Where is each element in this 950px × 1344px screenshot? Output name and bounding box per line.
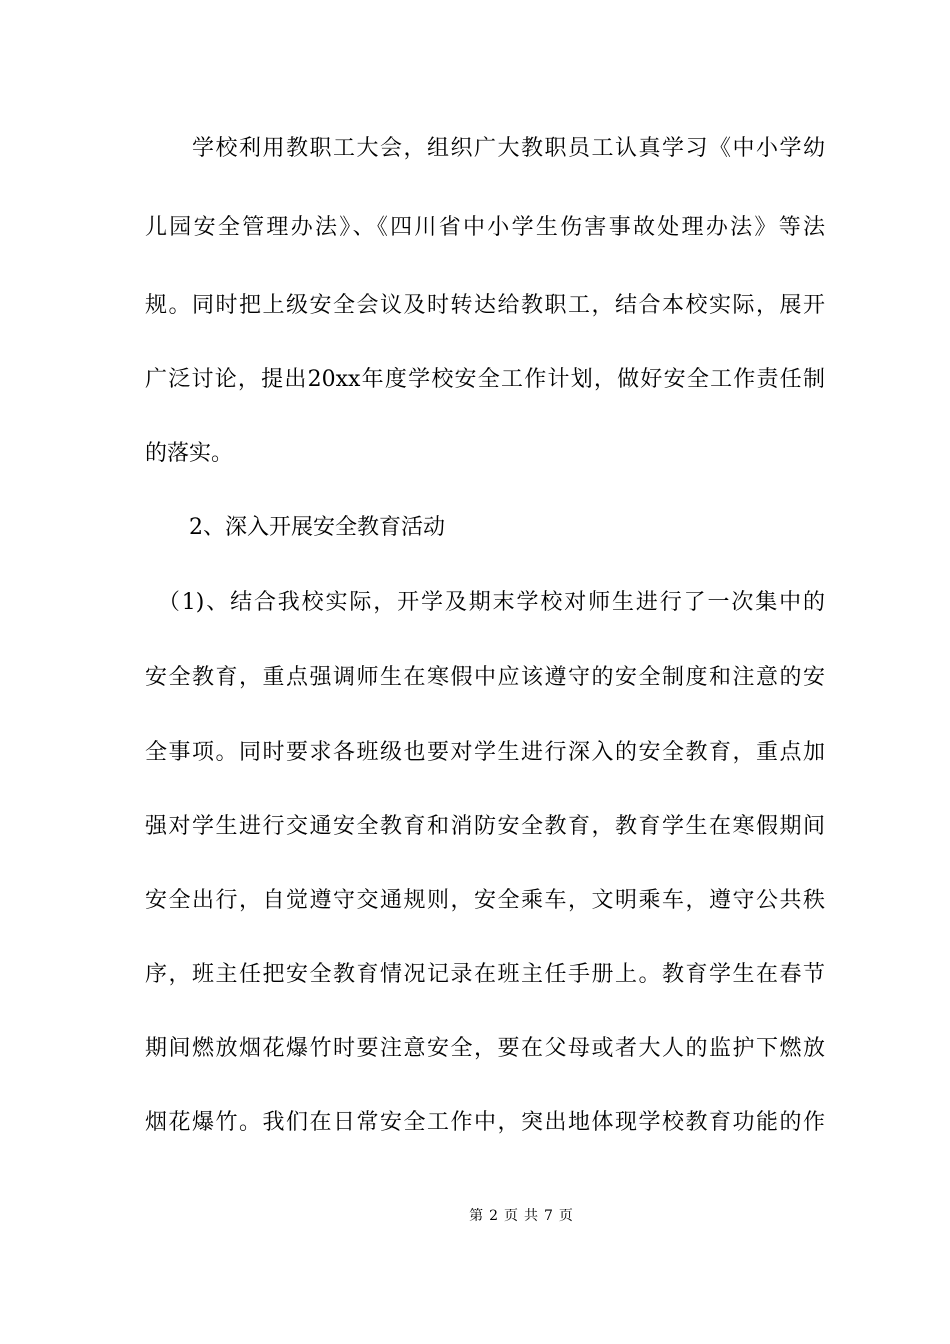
- paragraph-line: 安全教育，重点强调师生在寒假中应该遵守的安全制度和注意的安: [145, 665, 825, 690]
- paragraph-line: 全事项。同时要求各班级也要对学生进行深入的安全教育，重点加: [145, 740, 825, 765]
- paragraph-line: 序，班主任把安全教育情况记录在班主任手册上。教育学生在春节: [145, 962, 825, 987]
- footer-page-label: 第: [469, 1208, 484, 1224]
- paragraph-line: 规。同时把上级安全会议及时转达给教职工，结合本校实际，展开: [145, 293, 825, 318]
- paragraph-line: 期间燃放烟花爆竹时要注意安全，要在父母或者大人的监护下燃放: [145, 1036, 825, 1061]
- paragraph-line: 广泛讨论，提出20xx年度学校安全工作计划，做好安全工作责任制: [145, 367, 825, 392]
- footer-page-unit: 页: [504, 1208, 518, 1224]
- paragraph-line: 的落实。: [145, 441, 234, 466]
- footer-page-number: 2: [489, 1208, 498, 1224]
- paragraph-line: 安全出行，自觉遵守交通规则，安全乘车，文明乘车，遵守公共秩: [145, 888, 825, 913]
- paragraph-line: 烟花爆竹。我们在日常安全工作中，突出地体现学校教育功能的作: [145, 1110, 825, 1135]
- paragraph-line: 儿园安全管理办法》、《四川省中小学生伤害事故处理办法》等法: [145, 215, 825, 240]
- paragraph-line: 强对学生进行交通安全教育和消防安全教育，教育学生在寒假期间: [145, 814, 825, 839]
- footer-total-unit: 页: [558, 1208, 573, 1224]
- footer-total-label: 共: [524, 1208, 538, 1224]
- footer-total-pages: 7: [544, 1208, 553, 1224]
- section-heading: 2、深入开展安全教育活动: [145, 515, 445, 540]
- paragraph-line: （1)、结合我校实际，开学及期末学校对师生进行了一次集中的: [145, 590, 825, 615]
- paragraph-line: 学校利用教职工大会，组织广大教职员工认真学习《中小学幼: [145, 136, 825, 161]
- page-footer: [0, 1204, 950, 1228]
